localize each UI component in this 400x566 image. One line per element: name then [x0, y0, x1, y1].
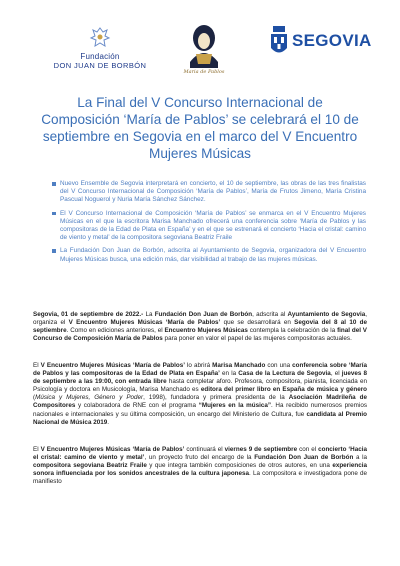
segovia-logo	[270, 24, 372, 58]
fundacion-logo	[52, 26, 148, 70]
paragraph-conference: El V Encuentro Mujeres Músicas ‘María de Pablos’ lo abrirá Marisa Manchado con una conferencia sobre ‘María de Pablos y las compositoras de la Edad de Plata en España’ en la Casa de la Lectura de Segovia, el jueves 8 de septiembre a las 19:00, con entrada libre hasta completar aforo. Profesora, compositora, pianista, licenciada en Psicología y doctora en Musicología, Marisa Manchado es editora del primer libro en España de música y género (Música y Mujeres, Género y Poder, 1998), fundadora y primera presidenta de la Asociación Madrileña de Compositores y colaboradora de RNE con el programa “Mujeres en la música”. Ha recibido numerosos premios nacionales e internacionales y su última composición, un encargo del Ministerio de Cultura, fue candidata al Premio Nacional de Música 2019.	[33, 362, 367, 426]
list-item: La Fundación Don Juan de Borbón, adscrita al Ayuntamiento de Segovia, organizadora del V Encuentro Mujeres Músicas busca, una edición más, dar visibilidad al trabajo de las mujeres músicas.	[60, 247, 366, 263]
maria-de-pablos-logo	[182, 22, 226, 79]
page-title: La Final del V Concurso Internacional de Composición ‘María de Pablos’ se celebrará el 10 de septiembre en Segovia en el marco del V Encuentro Mujeres Músicas	[41, 95, 359, 161]
paragraph-concert: El V Encuentro Mujeres Músicas ‘María de Pablos’ continuará el viernes 9 de septiembre con el concierto ‘Hacia el cristal: camino de viento y metal’, un proyecto fruto del encargo de la Fundación Don Juan de Borbón a la compositora segoviana Beatriz Fraile y que integra también composiciones de otros autores, en una experiencia sonora influenciada por los sonidos ancestrales de la cultura japonesa. La compositora e investigadora pone de manifiesto	[33, 446, 367, 486]
maria-de-pablos-portrait-icon	[182, 22, 226, 74]
fundacion-label: Fundación	[80, 52, 120, 61]
paragraph-intro: Segovia, 01 de septiembre de 2022.- La Fundación Don Juan de Borbón, adscrita al Ayuntamiento de Segovia, organiza el V Encuentro Mujeres Músicas ‘María de Pablos’ que se desarrollará en Segovia del 8 al 10 de septiembre. Como en ediciones anteriores, el Encuentro Mujeres Músicas contempla la celebración de la final del V Concurso de Composición María de Pablos para poner en valor el papel de las mujeres compositoras actuales.	[33, 311, 367, 343]
segovia-wordmark: SEGOVIA	[292, 31, 372, 50]
highlights-list	[60, 180, 366, 269]
list-item: Nuevo Ensemble de Segovia interpretará en concierto, el 10 de septiembre, las obras de las tres finalistas del V Concurso Internacional de Composición ‘María de Pablos’, María de Frutos Jimeno, María Cristina Pascual Noguerol y Nuria María Sánchez Sánchez.	[60, 180, 366, 204]
segovia-crest-icon	[270, 24, 288, 58]
maria-de-pablos-signature: Maria de Pablos	[183, 69, 225, 74]
fundacion-crest-icon	[89, 26, 111, 50]
header-logos	[0, 22, 400, 82]
list-item: El V Concurso Internacional de Composición ‘María de Pablos’ se enmarca en el V Encuentro Mujeres Músicas en el que la escritora Marisa Manchado ofrecerá una conferencia sobre ‘María de Pablos y las compositoras de la Edad de Plata en España’ y en el que se estrenará el concierto ‘Hacia el cristal: camino de viento y metal’ de la compositora segoviana Beatriz Fraile	[60, 209, 366, 242]
fundacion-name: DON JUAN DE BORBÓN	[53, 61, 147, 70]
